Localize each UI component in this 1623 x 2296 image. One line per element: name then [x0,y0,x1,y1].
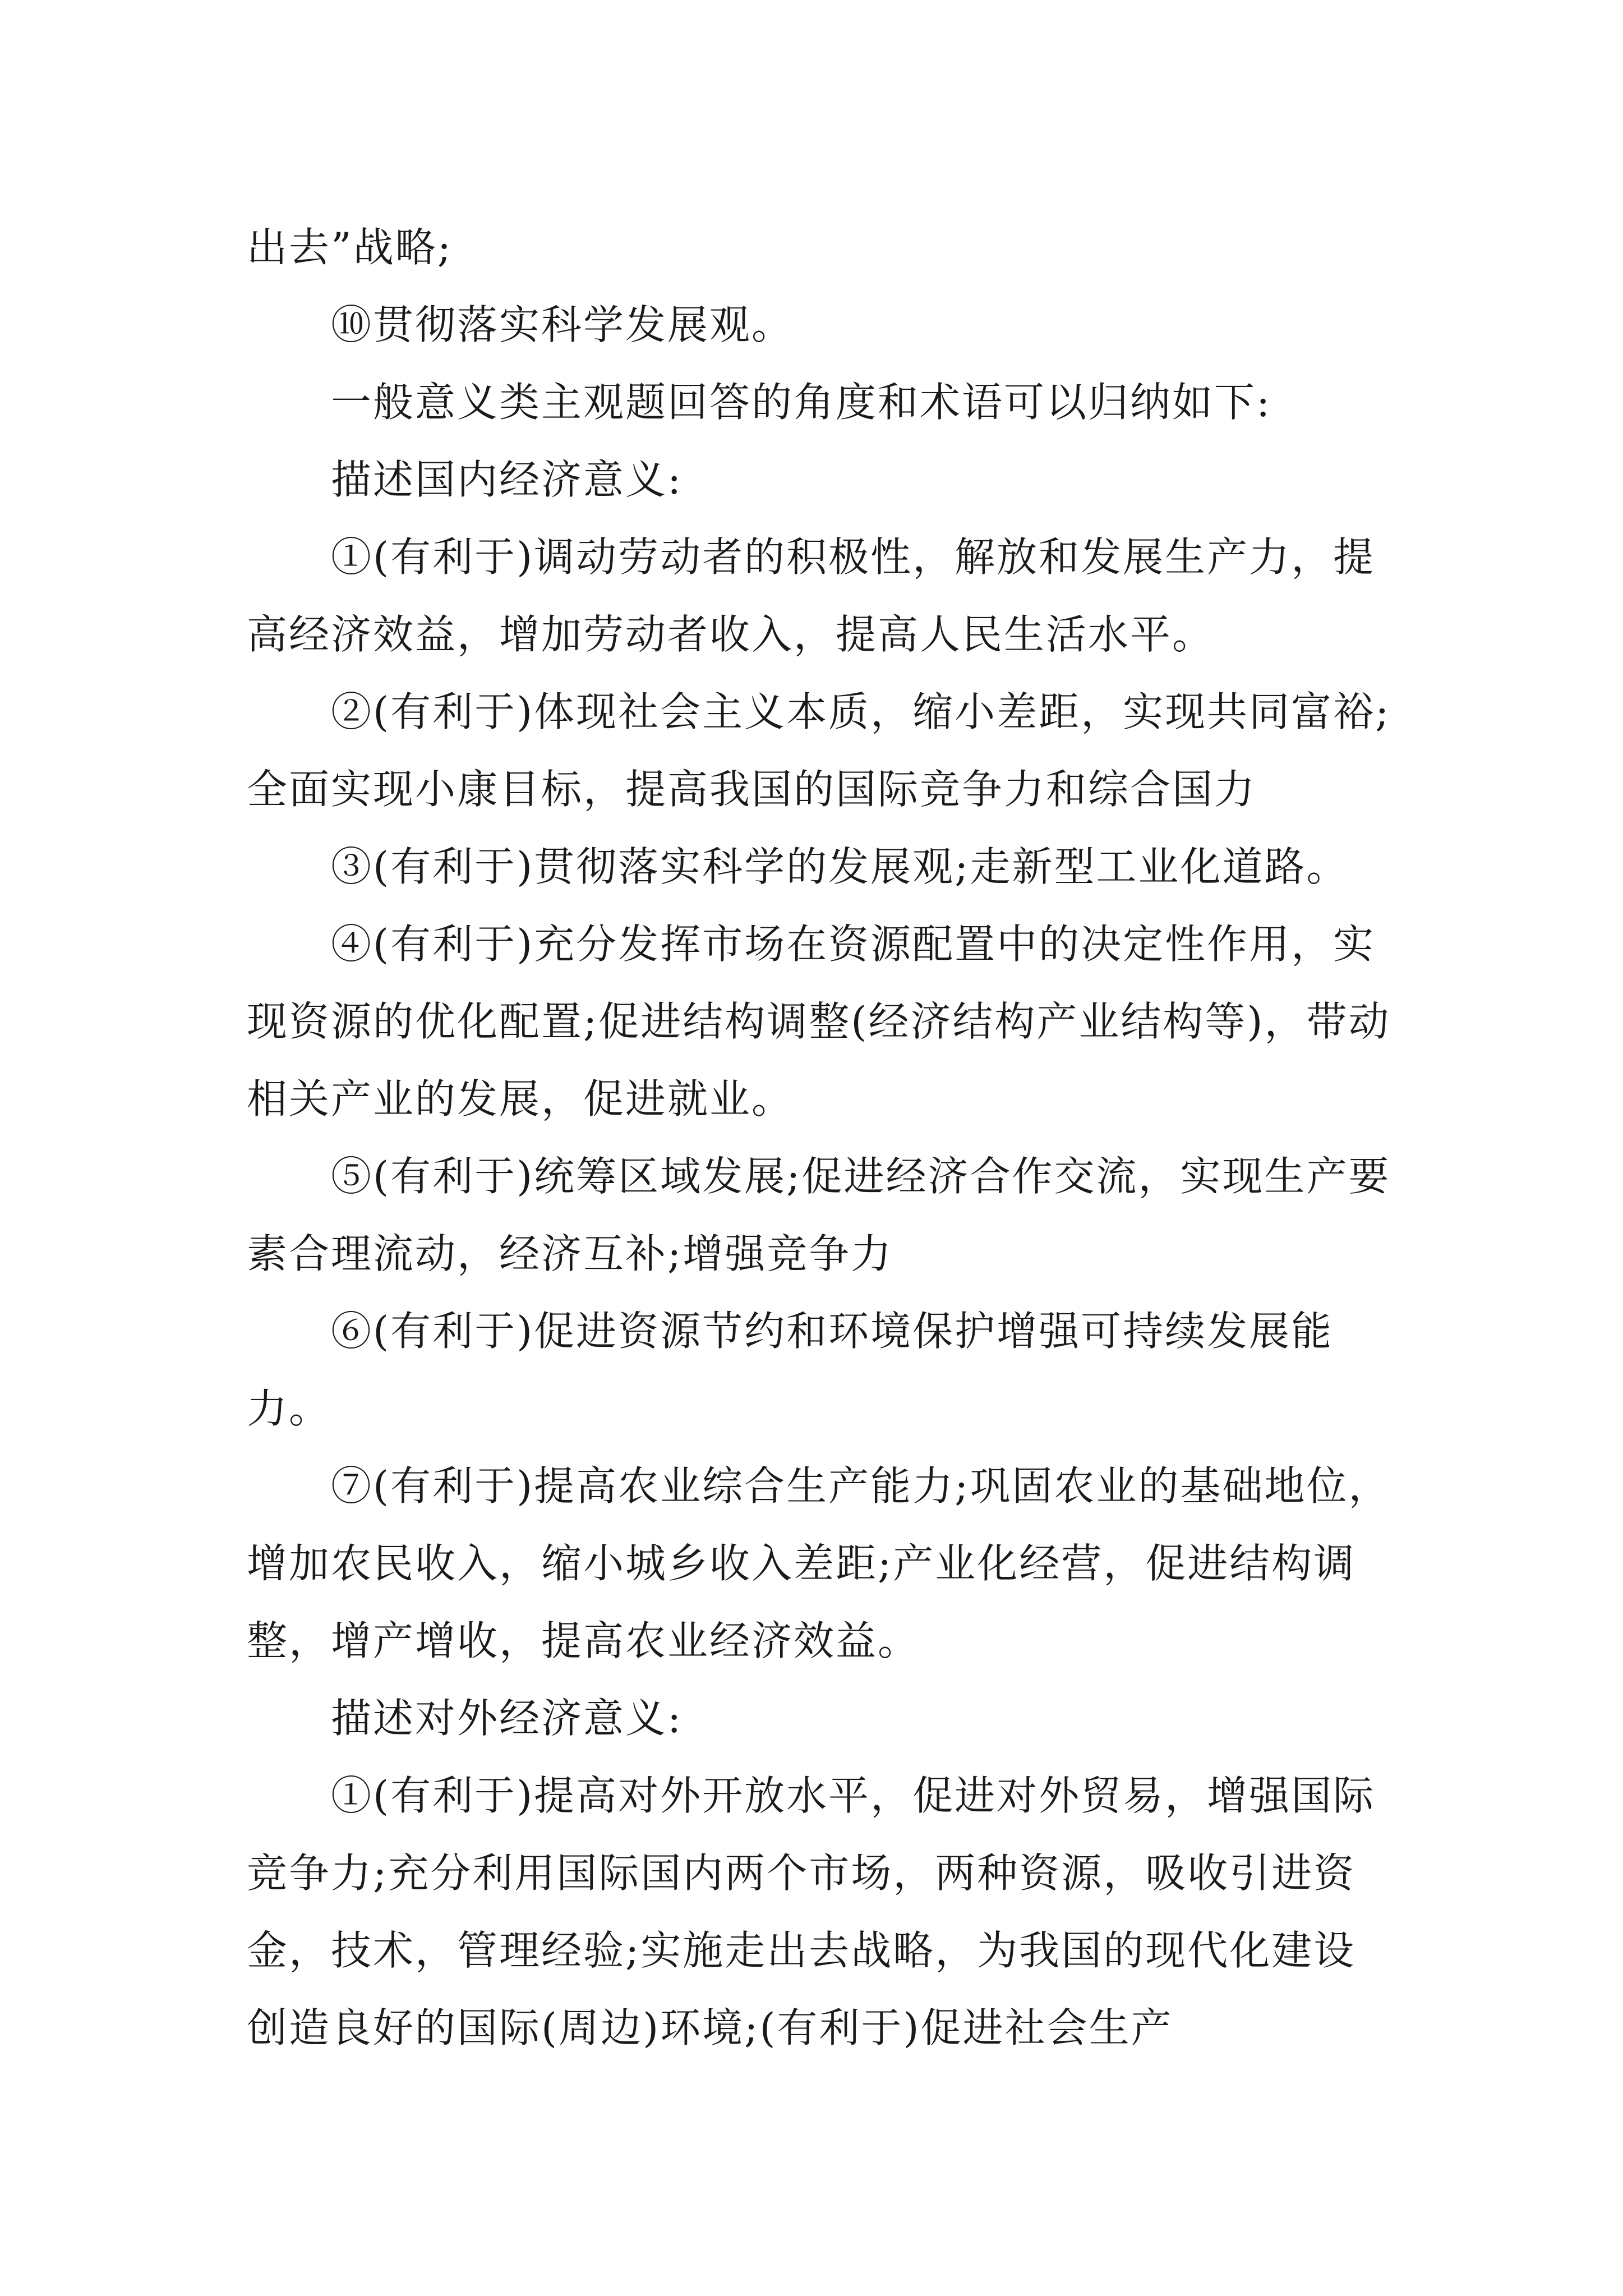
paragraph-domestic-1: ①(有利于)调动劳动者的积极性，解放和发展生产力，提高经济效益，增加劳动者收入，提高人民生活水平。 [247,533,1376,658]
paragraph-domestic-2: ②(有利于)体现社会主义本质，缩小差距，实现共同富裕;全面实现小康目标，提高我国的国际竞争力和综合国力 [247,688,1391,813]
document-body [247,209,1391,2067]
paragraph-domestic-7: ⑦(有利于)提高农业综合生产能力;巩固农业的基础地位，增加农民收入，缩小城乡收入差距;产业化经营，促进结构调整，增产增收，提高农业经济效益。 [247,1462,1391,1664]
paragraph-domestic-5: ⑤(有利于)统筹区域发展;促进经济合作交流，实现生产要素合理流动，经济互补;增强竞争力 [247,1153,1391,1277]
section-heading-domestic: 描述国内经济意义: [331,456,683,503]
paragraph-domestic-3: ③(有利于)贯彻落实科学的发展观;走新型工业化道路。 [331,843,1349,890]
paragraph-domestic-4: ④(有利于)充分发挥市场在资源配置中的决定性作用，实现资源的优化配置;促进结构调整(经济结构产业结构等)，带动相关产业的发展，促进就业。 [247,921,1391,1122]
paragraph-domestic-6: ⑥(有利于)促进资源节约和环境保护增强可持续发展能力。 [247,1308,1334,1432]
section-heading-foreign: 描述对外经济意义: [331,1695,683,1742]
paragraph-continuation: 出去”战略; [247,224,453,271]
paragraph-foreign-1: ①(有利于)提高对外开放水平，促进对外贸易，增强国际竞争力;充分利用国际国内两个市场，两种资源，吸收引进资金，技术，管理经验;实施走出去战略，为我国的现代化建设创造良好的国际(周边)环境;(有利于)促进社会生产 [247,1772,1376,2051]
paragraph-intro: 一般意义类主观题回答的角度和术语可以归纳如下: [331,379,1272,426]
paragraph-item-10: ⑩贯彻落实科学发展观。 [331,301,794,348]
